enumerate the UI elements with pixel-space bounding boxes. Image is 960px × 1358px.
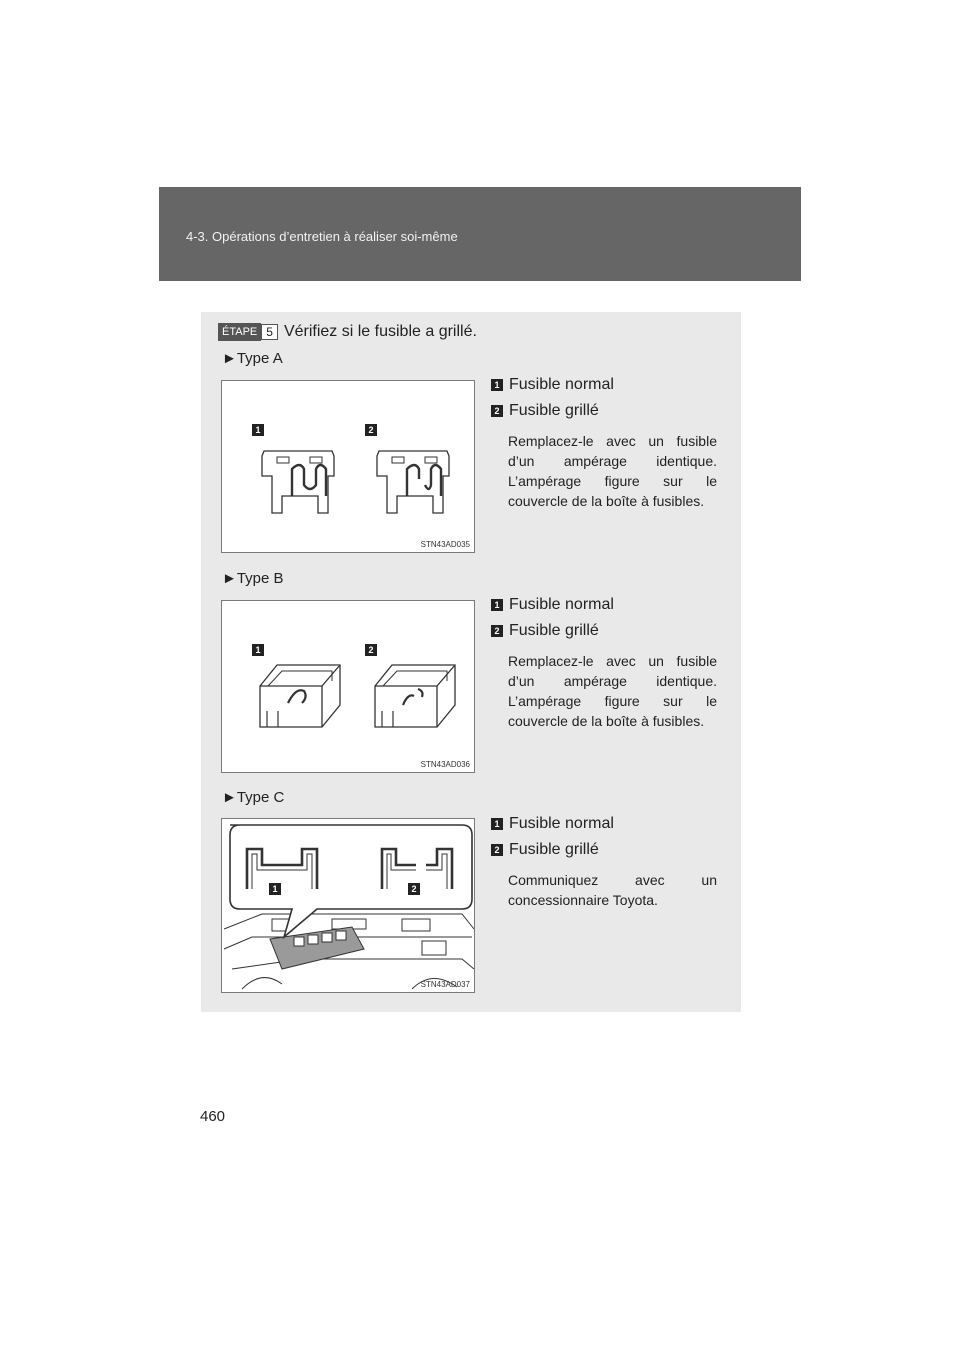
legend-item bbox=[491, 815, 614, 833]
legend-badge: 1 bbox=[491, 379, 503, 391]
figure-code: STN43AD037 bbox=[420, 980, 470, 989]
callout-1: 1 bbox=[252, 644, 264, 656]
legend-label: Fusible grillé bbox=[509, 841, 599, 858]
step-number: 5 bbox=[261, 324, 278, 340]
legend-label: Fusible normal bbox=[509, 376, 614, 393]
legend-label: Fusible normal bbox=[509, 815, 614, 832]
step-text: Vérifiez si le fusible a grillé. bbox=[283, 323, 477, 340]
type-a-note: Remplacez-le avec un fusible d’un ampérage identique. L’ampérage figure sur le couvercle de la boîte à fusibles. bbox=[508, 433, 717, 509]
legend-badge: 2 bbox=[491, 405, 503, 417]
figure-type-c bbox=[221, 818, 475, 993]
type-a-title: ►Type A bbox=[222, 350, 283, 367]
callout-1: 1 bbox=[252, 424, 264, 436]
legend-item bbox=[491, 596, 614, 614]
callout-1: 1 bbox=[269, 883, 281, 895]
figure-code: STN43AD036 bbox=[420, 760, 470, 769]
step-heading bbox=[218, 323, 477, 341]
type-c-title: ►Type C bbox=[222, 789, 285, 806]
callout-2: 2 bbox=[408, 883, 420, 895]
section-title: 4-3. Opérations d’entretien à réaliser soi-même bbox=[186, 229, 458, 244]
callout-2: 2 bbox=[365, 644, 377, 656]
legend-item bbox=[491, 622, 599, 640]
type-b-note: Remplacez-le avec un fusible d’un ampérage identique. L’ampérage figure sur le couvercle de la boîte à fusibles. bbox=[508, 653, 717, 729]
legend-badge: 1 bbox=[491, 818, 503, 830]
figure-type-a bbox=[221, 380, 475, 553]
type-c-note: Communiquez avec un concessionnaire Toyota. bbox=[508, 872, 717, 908]
step-badge: ÉTAPE bbox=[218, 323, 261, 341]
legend-label: Fusible normal bbox=[509, 596, 614, 613]
legend-label: Fusible grillé bbox=[509, 402, 599, 419]
figure-code: STN43AD035 bbox=[420, 540, 470, 549]
page-number: 460 bbox=[200, 1108, 226, 1125]
legend-item bbox=[491, 376, 614, 394]
figure-type-b bbox=[221, 600, 475, 773]
fuse-box-illustration bbox=[222, 819, 474, 992]
legend-badge: 1 bbox=[491, 599, 503, 611]
legend-badge: 2 bbox=[491, 844, 503, 856]
legend-item bbox=[491, 841, 599, 859]
cartridge-fuse-illustration bbox=[222, 601, 474, 772]
blade-fuse-illustration bbox=[222, 381, 474, 552]
type-b-title: ►Type B bbox=[222, 570, 284, 587]
legend-badge: 2 bbox=[491, 625, 503, 637]
section-header bbox=[159, 187, 801, 281]
legend-item bbox=[491, 402, 599, 420]
legend-label: Fusible grillé bbox=[509, 622, 599, 639]
callout-2: 2 bbox=[365, 424, 377, 436]
